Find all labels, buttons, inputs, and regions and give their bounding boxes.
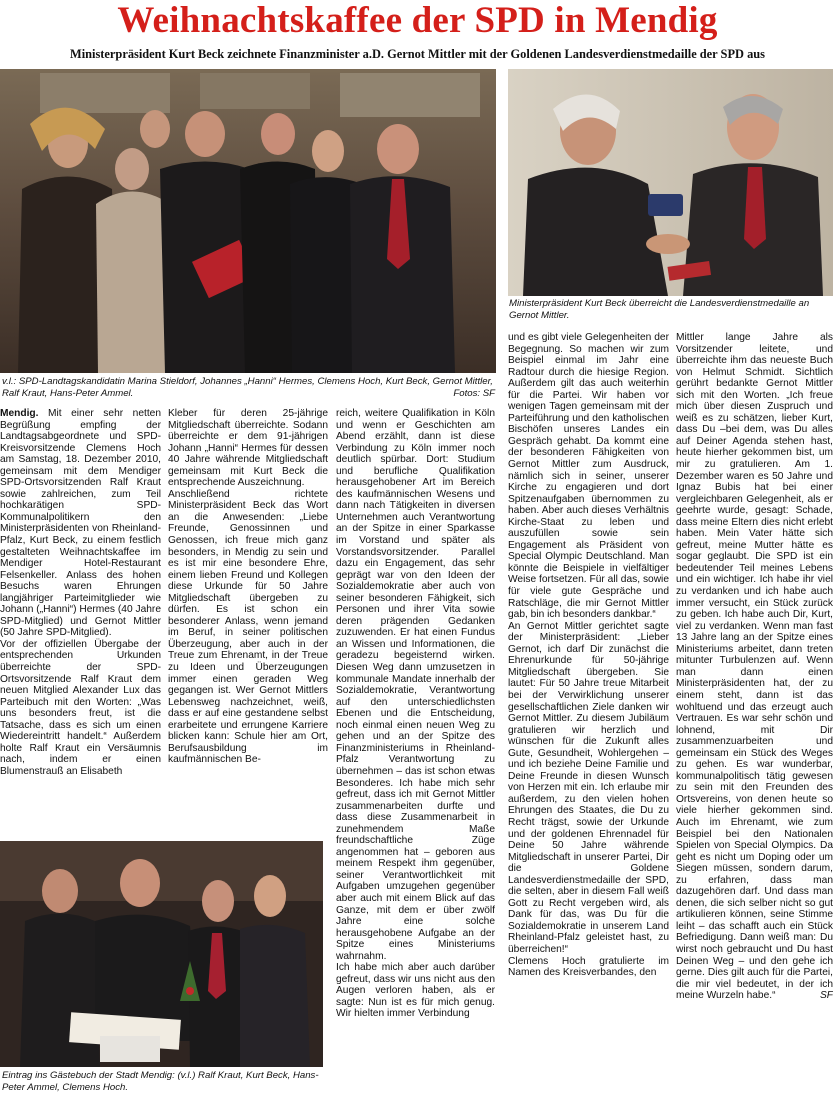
group-photo-caption-text: v.l.: SPD-Landtagskandidatin Marina Stieldorf, Johannes „Hanni“ Hermes, Clemens Hoch, Kurt Beck, Gernot Mittler, Ralf Kraut, Hans-Peter Ammel. [2, 376, 493, 399]
article-paragraph: Ich habe mich aber auch darüber gefreut, dass wir uns nicht aus den Augen verloren haben, als er sagte: Nun ist es für mich genug. Wir hielten immer Verbindung [336, 962, 495, 1020]
article-column-4 [508, 332, 669, 1096]
article-text: Mit einer sehr netten Begrüßung empfing der Landtagsabgeordnete und SPD-Kreisvorsitzende Clemens Hoch am Samstag, 18. Dezember 2010, gemeinsam mit dem Mendiger SPD-Ortsvorsitzenden Ralf Kraut sowie zahlreichen, zum Teil hochkarätigen SPD-Kommunalpolitikern den Ministerpräsidenten von Rheinland-Pfalz, Kurt Beck, zu einem festlich gestalteten Weihnachtskaffee im Mendiger Hotel-Restaurant Felsenkeller. Anlass des hohen Besuchs waren Ehrungen langjähriger Parteimitglieder wie Johann („Hanni“) Hermes (40 Jahre SPD-Mitglied) und Gernot Mittler (50 Jahre SPD-Mitglied). [0, 408, 161, 639]
subheadline: Ministerpräsident Kurt Beck zeichnete Finanzminister a.D. Gernot Mittler mit der Goldenen Landesverdienstmedaille der SPD aus [70, 47, 765, 61]
article-paragraph [0, 408, 161, 639]
article-column-2 [168, 408, 328, 838]
article-column-3 [336, 408, 495, 1096]
guestbook-photo [0, 841, 323, 1067]
page-title: Weihnachtskaffee der SPD in Mendig [117, 0, 718, 41]
medal-photo-caption: Ministerpräsident Kurt Beck überreicht die Landesverdienstmedaille an Gernot Mittler. [509, 298, 810, 321]
article-text: Mittler lange Jahre als Vorsitzender leitete, und überreichte ihm das neueste Buch von Helmut Schmidt. Sichtlich gerührt bedankte Gernot Mittler sich mit den Worten. „Ich freue mich über diesen Zuspruch und weiß es zu schätzen, lieber Kurt, dass Du –bei dem, was Du alles auf Deiner Agenda stehen hast, heute hierher gekommen bist, um mir zu gratulieren. Am 1. Dezember waren es 50 Jahre und Ignaz Bubis hat bei einer vergleichbaren Gelegenheit, als er geehrte wurde, gesagt: Schade, dass meine Eltern dies nicht erlebt haben. Mein Vater hätte sich gefreut, meine Mutter hätte es sogar geglaubt. Die SPD ist ein bedeutender Teil meines Lebens und ein wichtiger. Ich habe ihr viel zu verdanken und ich habe auch immer versucht, ein Stück zurück zu geben. Ich habe auch Dir, Kurt, viel zu verdanken. Wenn man fast 13 Jahre lang an der Spitze eines Ministeriums arbeitet, dann treten mitunter Turbulenzen auf. Wenn man dann einen Ministerpräsidenten hat, der zu einem steht, dann ist das wohltuend und das erzeugt auch Vertrauen. Es war sehr schön und lohnend, mit Dir zusammenzuarbeiten und gemeinsam ein Stück des Weges zu gehen. Es war wunderbar, kommunalpolitisch tätig gewesen zu sein mit den Freunden des Ortsvereins, von denen heute so viele hierher gekommen sind. Auch im Ehrenamt, wie zum Beispiel bei den Nationalen Spielen von Special Olympics. Da geht es nicht um Doping oder um Siegen müssen, sondern darum, zu erfahren, dass man dazugehören darf. Und dass man denen, die sich selber nicht so gut artikulieren können, seine Stimme leiht – das schafft auch ein Stück Befriedigung. Dann weiß man: Du wirst noch gebraucht und Du hast Deinen Weg – und den gehe ich gerne. Dies gilt auch für die Partei, die mir viel bedeutet, in der ich meine Wurzeln habe.“ [676, 332, 833, 1002]
group-photo [0, 69, 496, 373]
photo-credit: Fotos: SF [453, 387, 495, 399]
article-paragraph [676, 332, 833, 1002]
medal-photo [508, 69, 833, 296]
article-paragraph: Clemens Hoch gratulierte im Namen des Kreisverbandes, den [508, 955, 669, 979]
dateline: Mendig. [0, 408, 39, 419]
article-paragraph: An Gernot Mittler gerichtet sagte der Ministerpräsident: „Lieber Gernot, ich darf Dir zunächst die Ehrenurkunde für 50-jährige Mitgliedschaft übergeben. Sie lautet: Für 50 Jahre treue Mitarbeit bei der Verwirklichung unserer gesellschaftlichen Ziele danken wir Gernot Mittler. Zu diesem Jubiläum gratulieren wir herzlich und wünschen für die Zukunft alles Gute, Gesundheit, Wohlergehen – und ich beziehe Deine Familie und Deine Freunde in diesen Wunsch von Herzen mit ein. Ich erlaube mir außerdem, zu den vielen hohen Ehrungen des Staates, die Du zu Recht trägst, sowie der Urkunde und der goldenen Ehrennadel für Deine 50 Jahre währende Mitgliedschaft in unserer Partei, Dir die Goldene Landesverdienstmedaille der SPD, die selten, aber in diesem Fall weiß Gott zu Recht vergeben wird, als Dank für das, was Du für die Sozialdemokratie in unserem Land Rheinland-Pfalz geleistet hast, zu überreichen!“ [508, 620, 669, 955]
group-photo-caption [2, 376, 495, 399]
article-column-1 [0, 408, 161, 838]
article-paragraph: Kleber für deren 25-jährige Mitgliedschaft überreichte. Sodann überreichte er dem 91-jährigen Johann „Hanni“ Hermes für dessen 40 Jahre währende Mitgliedschaft gemeinsam mit Kurt Beck die entsprechende Auszeichnung. [168, 408, 328, 489]
article-column-5 [676, 332, 833, 1096]
article-paragraph: und es gibt viele Gelegenheiten der Begegnung. So machen wir zum Beispiel einmal im Jahr eine Radtour durch die hiesige Region. Außerdem gilt das auch weiterhin für die Partei. Wir haben vor wenigen Tagen gemeinsam mit der Parteiführung und den katholischen Bischöfen unseres Landes ein Gespräch gehabt. Da kommt eine der besonderen Fähigkeiten von Gernot Mittler zum Ausdruck, nämlich sich in seiner, unserer Kirche zu engagieren und dort Spitzenaufgaben übernommen zu haben. Aber auch dieses Verhältnis Kirche-Staat zu leben und auszufüllen sowie sein Engagement als Präsident von Special Olympic Deutschland. Man könnte die Beispiele in vielfältiger Weise fortsetzen. Für all das, sowie für viele gute Gespräche und Ratschläge, die mir Gernot Mittler gab, bin ich besonders dankbar.“ [508, 332, 669, 621]
article-paragraph: Vor der offiziellen Übergabe der entsprechenden Urkunden überreichte der SPD-Ortsvorsitzende Ralf Kraut dem neuen Mitglied Alexander Lux das Parteibuch mit den Worten: „Was uns besonders freut, ist die Tatsache, dass es sich um einen Wiedereintritt handelt.“ Außerdem holte Ralf Kraut ein Versäumnis nach, indem er einen Blumenstrauß an Elisabeth [0, 638, 161, 777]
guestbook-photo-caption: Eintrag ins Gästebuch der Stadt Mendig: (v.l.) Ralf Kraut, Kurt Beck, Hans-Peter Ammel, Clemens Hoch. [2, 1070, 319, 1093]
article-paragraph: Anschließend richtete Ministerpräsident Beck das Wort an die Anwesenden: „Liebe Freunde, Genossinnen und Genossen, ich freue mich ganz besonders, in Mendig zu sein und es ist mir eine besondere Ehre, einem lieben Freund und Kollegen diese Urkunde für 50 Jahre Mitgliedschaft übergeben zu dürfen. Es ist schon ein besonderer Anlass, wenn jemand im Beruf, in seiner politischen Überzeugung, aber auch in der Treue zum Ehrenamt, in der Treue zu Ideen und Überzeugungen immer einen geraden Weg gegangen ist. Wer Gernot Mittlers Lebensweg nachzeichnet, weiß, dass er auf eine gestandene selbst erarbeitete und errungene Karriere blicken kann: Schule hier am Ort, Berufsausbildung im kaufmännischen Be- [168, 488, 328, 766]
author-signature: SF [819, 990, 833, 1002]
article-paragraph: reich, weitere Qualifikation in Köln und wenn er Geschichten am Abend erzählt, dann ist diese Verbindung zu Köln immer noch deutlich spürbar. Dort: Studium und berufliche Qualifikation herausgehobener Art im Bereich des kaufmännischen Wesens und dann nach Tätigkeiten in diversen Unternehmen auch Verantwortung an der Spitze in einer Sparkasse im Vorstand und später als Vorstandsvorsitzender. Parallel dazu ein Engagement, das sehr geprägt war von den Ideen der Sozialdemokratie aber auch von seiner besonderen Fähigkeit, sich Personen und ihrer Vita sowie deren prägenden Gedanken zuzuwenden. Er hat einen Fundus an Wissen und Informationen, die geradezu begeisternd wirken. Diesen Weg dann umzusetzen in kommunale Mandate innerhalb der Sozialdemokratie, Verantwortung auf den unterschiedlichsten Ebenen und die Entscheidung, noch einmal einen neuen Weg zu gehen und an der Spitze des Finanzministeriums in Rheinland-Pfalz Verantwortung zu übernehmen – das ist schon etwas Besonderes. Ich habe mich sehr gefreut, dass ich mit Gernot Mittler zusammenarbeiten durfte und dass diese Zusammenarbeit in zunehmendem Maße freundschaftliche Züge angenommen hat – geboren aus meinem Respekt ihm gegenüber, seiner Verantwortlichkeit mit Aufgaben umzugehen gegenüber aber auch mit einem Blick auf das Ganze, mit dem er über zwölf Jahre eine solche herausgehobene Aufgabe an der Spitze eines Ministeriums wahrnahm. [336, 408, 495, 962]
